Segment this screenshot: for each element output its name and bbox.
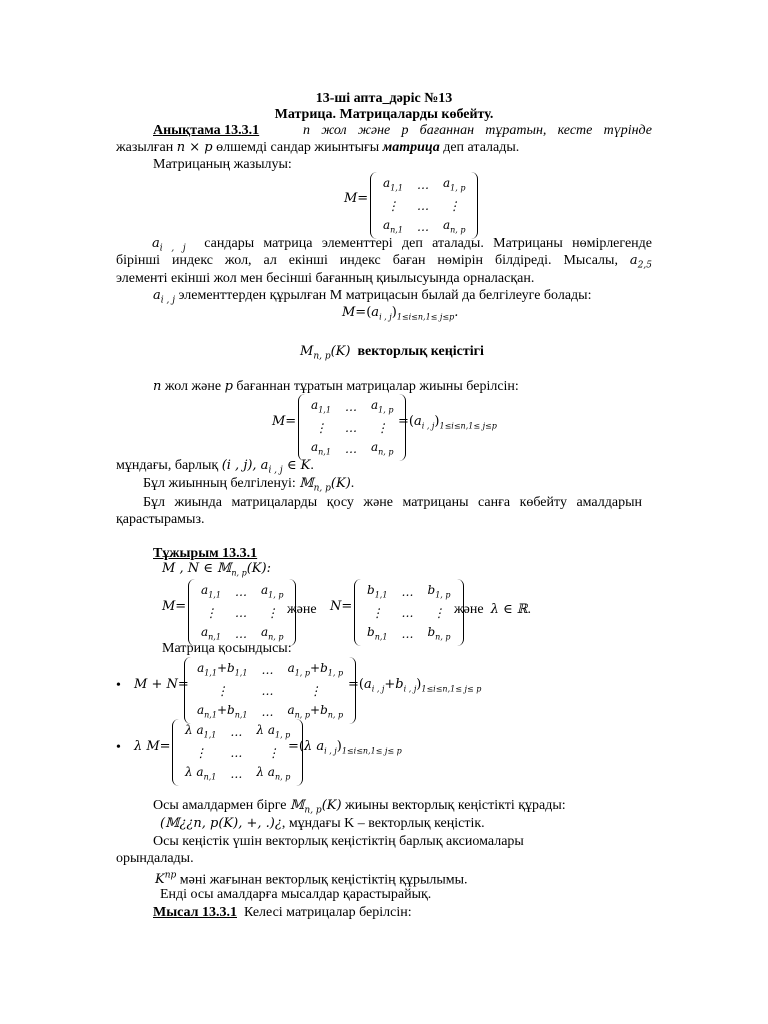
vector-space-title: $M_{n, p}(K)$ векторлық кеңістігі — [300, 344, 484, 362]
prop-matrix-m: $a_{1,1}$ … $a_{1, p}$ ⋮ … ⋮ $a_{n,1}$ … $a_{n, p}$ — [188, 579, 296, 646]
lecture-title: 13-ші апта_дәріс №13 — [315, 91, 453, 106]
and-word-1: және — [287, 602, 317, 617]
sum-lhs: M + N= — [134, 677, 189, 692]
where-line: мұндағы, барлық (i , j), $a_{i , j}$ ∈ K. — [116, 458, 314, 476]
prop-matrix-n: $b_{1,1}$ … $b_{1, p}$ ⋮ … ⋮ $b_{n,1}$ … $b_{n, p}$ — [354, 579, 464, 646]
sum-compact: $=(a_{i , j}+b_{i , j})_{1\le i\le n,1\le j\le p}$ — [348, 677, 482, 694]
operations-line2: қарастырамыз. — [116, 512, 205, 527]
scalar-matrix: λ $a_{1,1}$ … λ $a_{1, p}$ ⋮ … ⋮ λ $a_{n,1}$ … λ $a_{n, p}$ — [172, 719, 303, 786]
proposition-label: Тұжырым 13.3.1 — [153, 546, 258, 561]
prop-matrix-n-lhs: N= — [330, 599, 353, 614]
closing-line6: Енді осы амалдарға мысалдар қарастырайық. — [160, 887, 432, 902]
definition-text-line2: жазылған n × p өлшемді сандар жиынтығы матрица деп аталады. — [116, 140, 520, 155]
closing-line1: Осы амалдармен бірге 𝕄$_{n, p}$(K) жиыны векторлық кеңістікті құрады: — [153, 798, 566, 816]
definition-label: Анықтама 13.3.1 — [153, 123, 260, 138]
closing-line4: орындалады. — [116, 851, 194, 866]
scalar-lhs: λ M= — [134, 739, 171, 754]
closing-line5: $K^{np}$ мәні жағынан векторлық кеңістіктің құрылымы. — [155, 871, 468, 888]
space-given-line: n жол және p бағаннан тұратын матрицалар жиыны берілсін: — [153, 379, 519, 394]
bullet-2: • — [116, 740, 121, 755]
notation-label: Матрицаның жазылуы: — [153, 157, 292, 172]
denote-line: Бұл жиынның белгіленуі: 𝕄$_{n, p}$(K). — [143, 476, 355, 494]
matrix-sum-label: Матрица қосындысы: — [162, 641, 292, 656]
matrix-m-lhs: M= — [344, 191, 369, 206]
scalar-compact: =(λ $a_{i , j})_{1\le i\le n,1\le j\le p}$ — [288, 739, 402, 756]
matrix-m2-lhs: M= — [272, 414, 297, 429]
elements-paragraph-line1: $a_{i , j}$ сандары матрица элементтері деп аталады. Матрицаны нөмірлегенде — [152, 236, 652, 254]
bullet-1: • — [116, 678, 121, 693]
elements-paragraph-line2: бірінші индекс жол, ал екінші индекс баған нөмірін білдіреді. Мысалы, $a_{2,5}$ — [116, 253, 653, 271]
definition-text-line1: n жол және p бағаннан тұратын, кесте түрінде — [303, 123, 652, 138]
matrix-m2: $a_{1,1}$ … $a_{1, p}$ ⋮ … ⋮ $a_{n,1}$ … $a_{n, p}$ — [298, 394, 406, 461]
prop-matrix-m-lhs: M= — [162, 599, 187, 614]
closing-line2: (𝕄¿¿n, p(K), +, .)¿, мұндағы K – векторлық кеңістік. — [160, 816, 485, 831]
matrix-m: $a_{1,1}$ … $a_{1, p}$ ⋮ … ⋮ $a_{n,1}$ … $a_{n, p}$ — [370, 172, 478, 239]
elements-paragraph-line3: элементі екінші жол мен бесінші бағанның қиылысуында орналасқан. — [116, 271, 535, 286]
proposition-sets: M , N ∈ 𝕄$_{n, p}$(K): — [162, 561, 271, 578]
matrix-notation-line: $a_{i , j}$ элементтерден құрылған M матрицасын былай да белгілеуге болады: — [153, 288, 592, 306]
operations-line1: Бұл жиында матрицаларды қосу және матрицаны санға көбейту амалдарын — [143, 495, 642, 510]
closing-line3: Осы кеңістік үшін векторлық кеңістіктің барлық аксиомалары — [153, 834, 524, 849]
matrix-compact-formula: $M=(a_{i , j})_{1\le i\le n,1\le j\le p}$. — [342, 305, 459, 322]
example-line: Мысал 13.3.1 Келесі матрицалар берілсін: — [153, 905, 412, 920]
and-word-2: және λ ∈ ℝ. — [454, 602, 532, 617]
sum-matrix: $a_{1,1}+b_{1,1}$ … $a_{1, p}+b_{1, p}$ ⋮ … ⋮ $a_{n,1}+b_{n,1}$ … $a_{n, p}+b_{n, p}$ — [184, 657, 356, 724]
lecture-subtitle: Матрица. Матрицаларды көбейту. — [274, 107, 494, 122]
matrix-m2-compact: $=(a_{i , j})_{1\le i\le n,1\le j\le p}$ — [398, 414, 497, 431]
